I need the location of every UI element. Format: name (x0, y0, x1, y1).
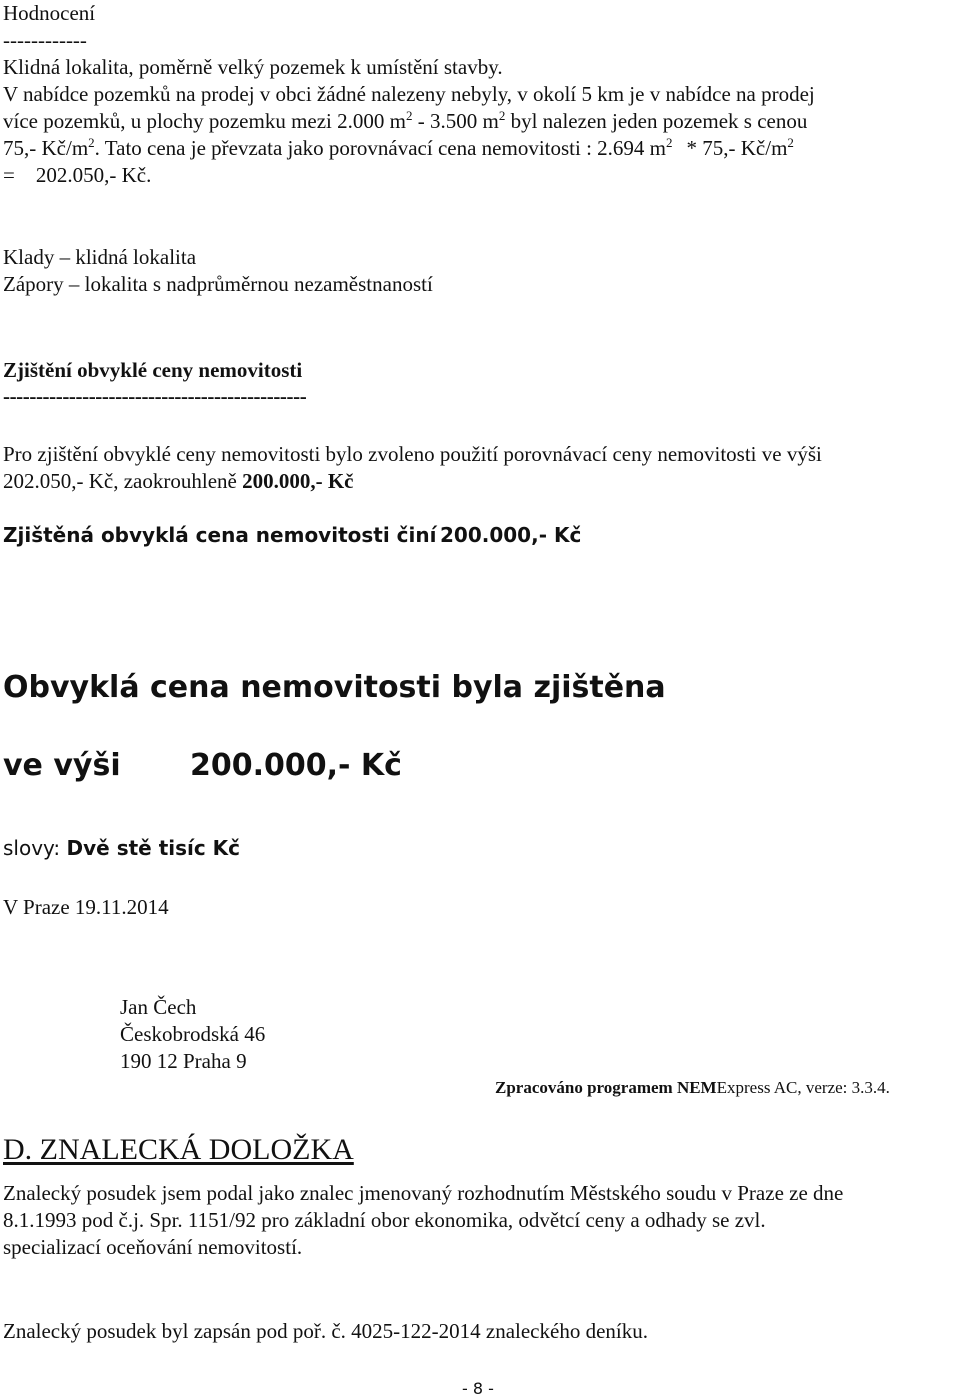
software-note (495, 1076, 890, 1100)
usual-price-heading: Zjištění obvyklé ceny nemovitosti (3, 358, 303, 382)
clause-line-2: 8.1.1993 pod č.j. Spr. 1151/92 pro základní obor ekonomika, odvětcí ceny a odhady se zvl. (3, 1208, 766, 1232)
result-in-words (3, 834, 240, 862)
superscript-2: 2 (498, 108, 506, 123)
result-value: 200.000,- Kč (190, 748, 402, 783)
assessment-line-4-part-b: . Tato cena je převzata jako porovnávací cena nemovitosti : 2.694 m (94, 136, 667, 160)
pros-line: Klady – klidná lokalita (3, 245, 197, 269)
assessment-line-3-part-b: - 3.500 m (412, 109, 499, 133)
place-date: V Praze 19.11.2014 (3, 895, 169, 919)
software-name: Express AC, verze: 3.3.4. (716, 1078, 890, 1097)
clause-line-3: specializací oceňování nemovitostí. (3, 1235, 303, 1259)
assessment-heading: Hodnocení (3, 1, 96, 25)
assessment-line-3-part-a: více pozemků, u plochy pozemku mezi 2.000 m (3, 109, 406, 133)
assessment-heading-rule: ------------ (3, 28, 87, 52)
result-line-1: Obvyklá cena nemovitosti byla zjištěna (3, 670, 666, 705)
software-label: Zpracováno programem NEM (495, 1078, 717, 1097)
assessment-line-5: = 202.050,- Kč. (3, 163, 152, 187)
usual-price-text-line-1: Pro zjištění obvyklé ceny nemovitosti bylo zvoleno použití porovnávací ceny nemovitosti ve výši (3, 442, 822, 466)
assessment-line-1: Klidná lokalita, poměrně velký pozemek k umístění stavby. (3, 55, 503, 79)
clause-title: D. ZNALECKÁ DOLOŽKA (3, 1133, 354, 1166)
superscript-2: 2 (787, 135, 794, 150)
usual-price-text-line-2-a: 202.050,- Kč, zaokrouhleně (3, 469, 243, 493)
assessment-line-4-part-c: * 75,- Kč/m (686, 136, 788, 160)
assessment-line-4-part-a: 75,- Kč/m (3, 136, 89, 160)
superscript-2: 2 (666, 135, 673, 150)
superscript-2: 2 (405, 108, 413, 123)
found-price-label: Zjištěná obvyklá cena nemovitosti činí (3, 523, 437, 547)
assessment-line-3 (3, 108, 807, 135)
result-label: ve výši (3, 748, 121, 783)
author-name: Jan Čech (120, 995, 197, 1019)
page-number: - 8 - (462, 1379, 494, 1398)
assessment-line-2: V nabídce pozemků na prodej v obci žádné nalezeny nebyly, v okolí 5 km je v nabídce na prodej (3, 82, 815, 106)
in-words-value: Dvě stě tisíc Kč (66, 836, 241, 860)
rounded-price: 200.000,- Kč (242, 469, 354, 493)
author-street: Českobrodská 46 (120, 1022, 266, 1046)
author-city: 190 12 Praha 9 (120, 1049, 247, 1073)
assessment-line-3-part-c: byl nalezen jeden pozemek s cenou (505, 109, 808, 133)
in-words-label: slovy: (3, 836, 67, 860)
usual-price-text-line-2 (3, 468, 354, 495)
clause-registry: Znalecký posudek byl zapsán pod poř. č. 4025-122-2014 znaleckého deníku. (3, 1319, 648, 1343)
usual-price-rule: ---------------------------------------------- (3, 384, 307, 408)
cons-line: Zápory – lokalita s nadprůměrnou nezaměstnaností (3, 272, 433, 296)
assessment-line-4 (3, 135, 794, 162)
superscript-2: 2 (88, 135, 95, 150)
clause-line-1: Znalecký posudek jsem podal jako znalec jmenovaný rozhodnutím Městského soudu v Praze ze dne (3, 1181, 844, 1205)
found-price-value: 200.000,- Kč (440, 523, 582, 547)
